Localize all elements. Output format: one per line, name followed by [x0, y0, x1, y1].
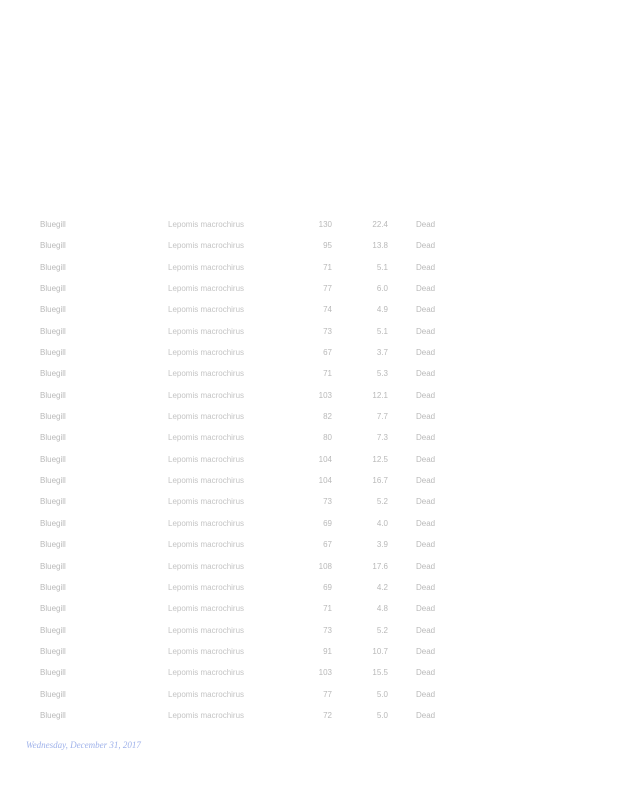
- length-cell: 80: [323, 433, 332, 443]
- scientific-name-cell: Lepomis macrochirus: [168, 518, 245, 528]
- scientific-name-cell: Lepomis macrochirus: [168, 625, 245, 635]
- common-name-cell: Bluegill: [40, 668, 66, 678]
- length-cell: 73: [323, 625, 332, 635]
- fate-cell: Dead: [416, 646, 436, 656]
- fate-cell: Dead: [416, 305, 436, 315]
- scientific-name-cell: Lepomis macrochirus: [168, 241, 245, 251]
- length-cell: 67: [323, 540, 332, 550]
- fate-cell: Dead: [416, 497, 436, 507]
- common-name-cell: Bluegill: [40, 390, 66, 400]
- common-name-cell: Bluegill: [40, 412, 66, 422]
- scientific-name-cell: Lepomis macrochirus: [168, 220, 245, 229]
- length-cell: 67: [323, 348, 332, 358]
- scientific-name-cell: Lepomis macrochirus: [168, 561, 245, 571]
- scientific-name-cell: Lepomis macrochirus: [168, 369, 245, 379]
- weight-cell: 7.3: [376, 433, 388, 443]
- scientific-name-cell: Lepomis macrochirus: [168, 646, 245, 656]
- scientific-name-cell: Lepomis macrochirus: [168, 326, 245, 336]
- weight-cell: 4.9: [376, 305, 388, 315]
- scientific-name-cell: Lepomis macrochirus: [168, 412, 245, 422]
- scientific-name-cell: Lepomis macrochirus: [168, 476, 245, 486]
- weight-cell: 5.2: [376, 497, 388, 507]
- length-cell: 71: [323, 262, 332, 272]
- weight-cell: 5.0: [376, 689, 388, 699]
- footer-date: Wednesday, December 31, 2017: [26, 740, 141, 750]
- weight-cell: 5.1: [376, 262, 388, 272]
- weight-cell: 6.0: [376, 284, 388, 294]
- common-name-cell: Bluegill: [40, 625, 66, 635]
- scientific-name-cell: Lepomis macrochirus: [168, 305, 245, 315]
- fate-cell: Dead: [416, 710, 436, 720]
- length-cell: 77: [323, 689, 332, 699]
- length-cell: 95: [323, 241, 332, 251]
- fate-cell: Dead: [416, 604, 436, 614]
- scientific-name-cell: Lepomis macrochirus: [168, 668, 245, 678]
- fate-cell: Dead: [416, 476, 436, 486]
- length-cell: 69: [323, 582, 332, 592]
- fate-cell: Dead: [416, 518, 436, 528]
- common-name-cell: Bluegill: [40, 561, 66, 571]
- common-name-cell: Bluegill: [40, 540, 66, 550]
- weight-cell: 5.3: [376, 369, 388, 379]
- fate-cell: Dead: [416, 390, 436, 400]
- table-row: [0, 278, 618, 299]
- fate-cell: Dead: [416, 689, 436, 699]
- weight-cell: 17.6: [372, 561, 388, 571]
- scientific-name-cell: Lepomis macrochirus: [168, 604, 245, 614]
- length-cell: 69: [323, 518, 332, 528]
- weight-cell: 5.0: [376, 710, 388, 720]
- length-cell: 103: [318, 390, 332, 400]
- table-row: [0, 705, 618, 726]
- common-name-cell: Bluegill: [40, 262, 66, 272]
- fate-cell: Dead: [416, 326, 436, 336]
- common-name-cell: Bluegill: [40, 582, 66, 592]
- table-row: [0, 321, 618, 342]
- common-name-cell: Bluegill: [40, 476, 66, 486]
- table-row: [0, 641, 618, 662]
- weight-cell: 12.5: [372, 454, 388, 464]
- table-row: [0, 363, 618, 384]
- fate-cell: Dead: [416, 262, 436, 272]
- common-name-cell: Bluegill: [40, 710, 66, 720]
- table-row: [0, 577, 618, 598]
- length-cell: 104: [318, 454, 332, 464]
- common-name-cell: Bluegill: [40, 604, 66, 614]
- data-table: [0, 214, 618, 726]
- weight-cell: 12.1: [372, 390, 388, 400]
- table-row: [0, 214, 618, 235]
- fate-cell: Dead: [416, 582, 436, 592]
- table-row: [0, 257, 618, 278]
- scientific-name-cell: Lepomis macrochirus: [168, 433, 245, 443]
- fate-cell: Dead: [416, 412, 436, 422]
- common-name-cell: Bluegill: [40, 433, 66, 443]
- fate-cell: Dead: [416, 561, 436, 571]
- table-row: [0, 662, 618, 683]
- table-row: [0, 385, 618, 406]
- table-row: [0, 235, 618, 256]
- weight-cell: 4.8: [376, 604, 388, 614]
- table-row: [0, 620, 618, 641]
- scientific-name-cell: Lepomis macrochirus: [168, 262, 245, 272]
- fate-cell: Dead: [416, 348, 436, 358]
- scientific-name-cell: Lepomis macrochirus: [168, 497, 245, 507]
- fate-cell: Dead: [416, 433, 436, 443]
- scientific-name-cell: Lepomis macrochirus: [168, 390, 245, 400]
- weight-cell: 3.9: [376, 540, 388, 550]
- common-name-cell: Bluegill: [40, 646, 66, 656]
- fate-cell: Dead: [416, 668, 436, 678]
- length-cell: 72: [323, 710, 332, 720]
- weight-cell: 22.4: [372, 220, 388, 229]
- common-name-cell: Bluegill: [40, 454, 66, 464]
- fate-cell: Dead: [416, 241, 436, 251]
- length-cell: 77: [323, 284, 332, 294]
- common-name-cell: Bluegill: [40, 348, 66, 358]
- fate-cell: Dead: [416, 625, 436, 635]
- length-cell: 91: [323, 646, 332, 656]
- length-cell: 104: [318, 476, 332, 486]
- table-row: [0, 534, 618, 555]
- weight-cell: 3.7: [376, 348, 388, 358]
- weight-cell: 5.1: [376, 326, 388, 336]
- length-cell: 82: [323, 412, 332, 422]
- common-name-cell: Bluegill: [40, 305, 66, 315]
- table-row: [0, 684, 618, 705]
- common-name-cell: Bluegill: [40, 369, 66, 379]
- length-cell: 74: [323, 305, 332, 315]
- common-name-cell: Bluegill: [40, 518, 66, 528]
- common-name-cell: Bluegill: [40, 284, 66, 294]
- fate-cell: Dead: [416, 540, 436, 550]
- length-cell: 103: [318, 668, 332, 678]
- weight-cell: 16.7: [372, 476, 388, 486]
- common-name-cell: Bluegill: [40, 220, 66, 229]
- scientific-name-cell: Lepomis macrochirus: [168, 540, 245, 550]
- weight-cell: 4.2: [376, 582, 388, 592]
- common-name-cell: Bluegill: [40, 241, 66, 251]
- length-cell: 130: [318, 220, 332, 229]
- table-row: [0, 406, 618, 427]
- table-row: [0, 513, 618, 534]
- table-row: [0, 491, 618, 512]
- length-cell: 108: [318, 561, 332, 571]
- fate-cell: Dead: [416, 284, 436, 294]
- length-cell: 71: [323, 604, 332, 614]
- scientific-name-cell: Lepomis macrochirus: [168, 454, 245, 464]
- table-row: [0, 342, 618, 363]
- common-name-cell: Bluegill: [40, 689, 66, 699]
- fate-cell: Dead: [416, 454, 436, 464]
- scientific-name-cell: Lepomis macrochirus: [168, 348, 245, 358]
- length-cell: 73: [323, 326, 332, 336]
- weight-cell: 4.0: [376, 518, 388, 528]
- table-row: [0, 427, 618, 448]
- common-name-cell: Bluegill: [40, 326, 66, 336]
- common-name-cell: Bluegill: [40, 497, 66, 507]
- weight-cell: 13.8: [372, 241, 388, 251]
- weight-cell: 15.5: [372, 668, 388, 678]
- table-row: [0, 598, 618, 619]
- scientific-name-cell: Lepomis macrochirus: [168, 710, 245, 720]
- length-cell: 73: [323, 497, 332, 507]
- fate-cell: Dead: [416, 369, 436, 379]
- length-cell: 71: [323, 369, 332, 379]
- scientific-name-cell: Lepomis macrochirus: [168, 582, 245, 592]
- scientific-name-cell: Lepomis macrochirus: [168, 689, 245, 699]
- fate-cell: Dead: [416, 220, 436, 229]
- weight-cell: 7.7: [376, 412, 388, 422]
- scientific-name-cell: Lepomis macrochirus: [168, 284, 245, 294]
- weight-cell: 10.7: [372, 646, 388, 656]
- table-row: [0, 449, 618, 470]
- table-row: [0, 556, 618, 577]
- table-row: [0, 299, 618, 320]
- table-row: [0, 470, 618, 491]
- weight-cell: 5.2: [376, 625, 388, 635]
